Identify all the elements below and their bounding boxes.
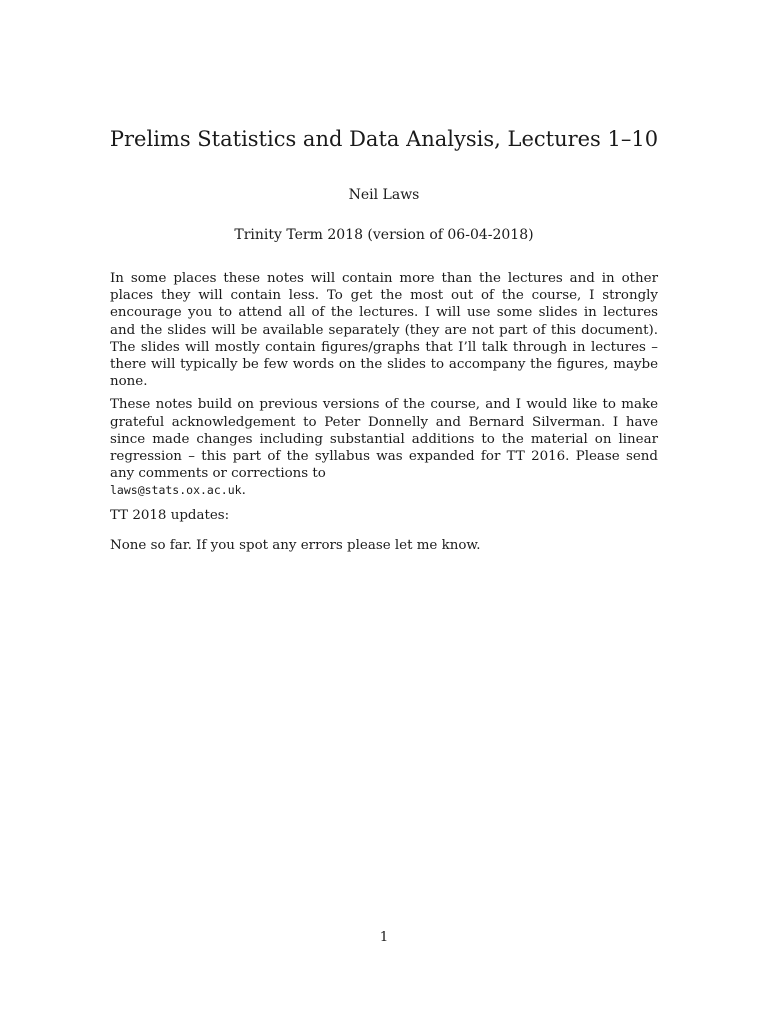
- acknowledgement-text: These notes build on previous versions of the course, and I would like to make grateful acknowledgement to Peter Donnelly and Bernard Silverman. I have since made changes including substantial additions to the material on linear regression – this part of the syllabus was expanded for TT 2016. Please send any comments or corrections to: [110, 397, 658, 482]
- acknowledgement-paragraph: [110, 396, 658, 499]
- intro-paragraph: In some places these notes will contain more than the lectures and in other places they will contain less. To get the most out of the course, I strongly encourage you to attend all of the lectures. I will use some slides in lectures and the slides will be available separately (they are not part of this document). The slides will mostly contain figures/graphs that I’ll talk through in lectures – there will typically be few words on the slides to accompany the figures, maybe none.: [110, 271, 658, 390]
- author-name: Neil Laws: [348, 187, 420, 203]
- date-line: Trinity Term 2018 (version of 06-04-2018): [234, 227, 534, 243]
- contact-email: laws@stats.ox.ac.uk: [110, 483, 242, 498]
- page-number: 1: [379, 930, 389, 945]
- updates-heading: TT 2018 updates:: [110, 508, 230, 523]
- body-text: [110, 270, 658, 506]
- document-title: Prelims Statistics and Data Analysis, Lectures 1–10: [109, 127, 659, 151]
- updates-text: None so far. If you spot any errors please let me know.: [110, 538, 481, 553]
- email-period: .: [241, 483, 246, 499]
